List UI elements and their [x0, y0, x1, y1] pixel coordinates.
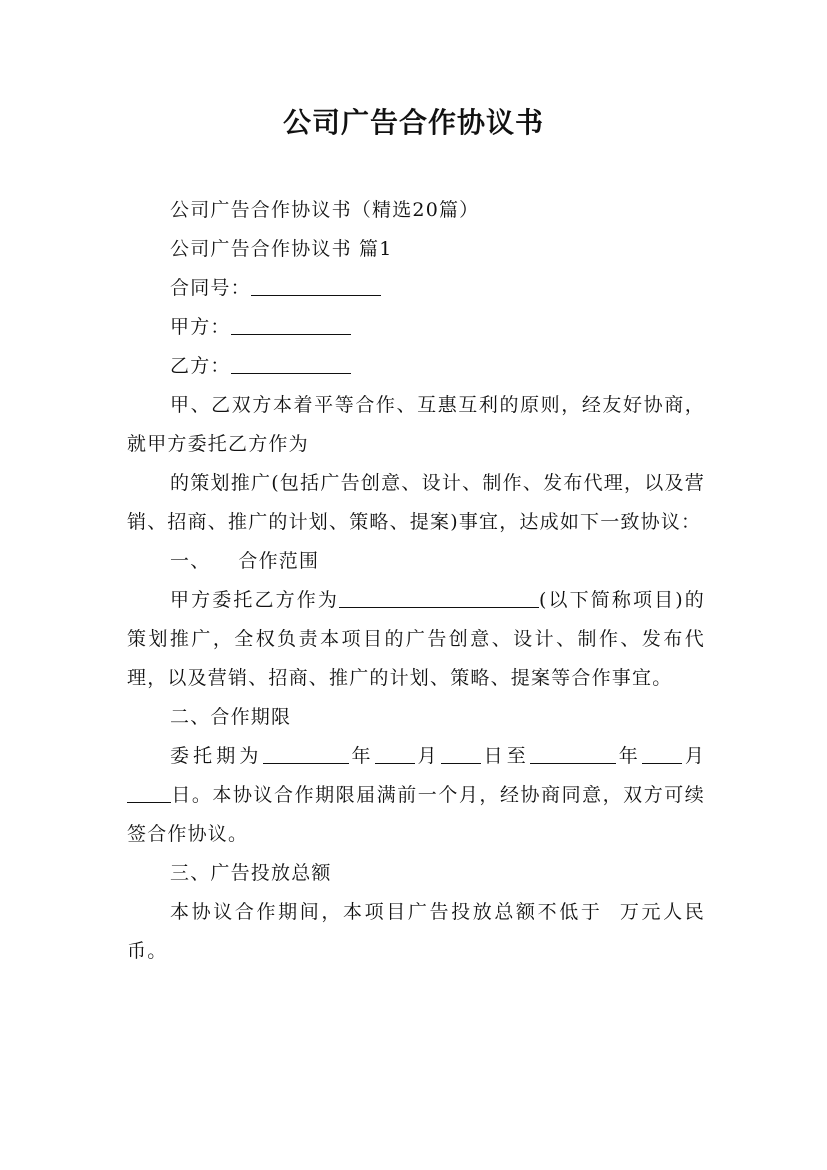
section3-title: 三、广告投放总额 [170, 862, 332, 884]
start-day-blank [441, 743, 481, 764]
intro-paragraph-2 [127, 464, 705, 542]
intro-paragraph-1 [127, 386, 705, 464]
contract-no-line [127, 269, 705, 308]
section2-title: 二、合作期限 [170, 706, 292, 728]
contract-no-label: 合同号： [170, 277, 251, 299]
intro-text-2: 的策划推广(包括广告创意、设计、制作、发布代理，以及营销、招商、推广的计划、策略、提案)事宜，达成如下一致协议： [127, 472, 705, 533]
section1-body-before: 甲方委托乙方作为 [170, 589, 339, 611]
start-year-blank [263, 743, 349, 764]
end-month-blank [642, 743, 682, 764]
end-year-unit: 年 [615, 745, 642, 767]
party-a-label: 甲方： [170, 316, 231, 338]
section2-body [127, 737, 705, 854]
section1-body-after: (以下简称项目)的策划推广，全权负责本项目的广告创意、设计、制作、发布代理，以及营销、招商、推广的计划、策略、提案等合作事宜。 [127, 589, 705, 689]
intro-text-1: 甲、乙双方本着平等合作、互惠互利的原则，经友好协商，就甲方委托乙方作为 [127, 394, 705, 455]
subtitle-text: 公司广告合作协议书（精选20篇） [170, 199, 480, 221]
party-a-blank [231, 314, 351, 335]
party-a-line [127, 308, 705, 347]
party-b-label: 乙方： [170, 355, 231, 377]
end-year-blank [530, 743, 616, 764]
party-b-line [127, 347, 705, 386]
part-heading-text: 公司广告合作协议书 篇1 [170, 238, 393, 260]
section3-body-after: 万元人民币。 [127, 901, 705, 962]
term-lead: 委托期为 [170, 745, 263, 767]
project-name-blank [339, 587, 539, 608]
end-month-unit: 月 [681, 745, 706, 767]
section3-body [127, 893, 705, 971]
part-heading-paragraph [127, 230, 705, 269]
section1-title: 合作范围 [238, 550, 320, 572]
section3-body-before: 本协议合作期间，本项目广告投放总额不低于 [170, 901, 603, 923]
section2-heading [127, 698, 705, 737]
section1-body [127, 581, 705, 698]
section3-heading [127, 854, 705, 893]
contract-no-blank [251, 275, 381, 296]
start-day-unit: 日至 [480, 745, 530, 767]
end-day-blank [127, 782, 171, 803]
document-body [127, 191, 705, 971]
start-month-unit: 月 [414, 745, 441, 767]
section1-number: 一、 [170, 550, 211, 572]
party-b-blank [231, 353, 351, 374]
term-tail: 日。本协议合作期限届满前一个月，经协商同意，双方可续签合作协议。 [127, 784, 705, 845]
start-year-unit: 年 [348, 745, 375, 767]
subtitle-paragraph [127, 191, 705, 230]
section1-heading [127, 542, 705, 581]
document-title: 公司广告合作协议书 [282, 106, 544, 139]
start-month-blank [375, 743, 415, 764]
